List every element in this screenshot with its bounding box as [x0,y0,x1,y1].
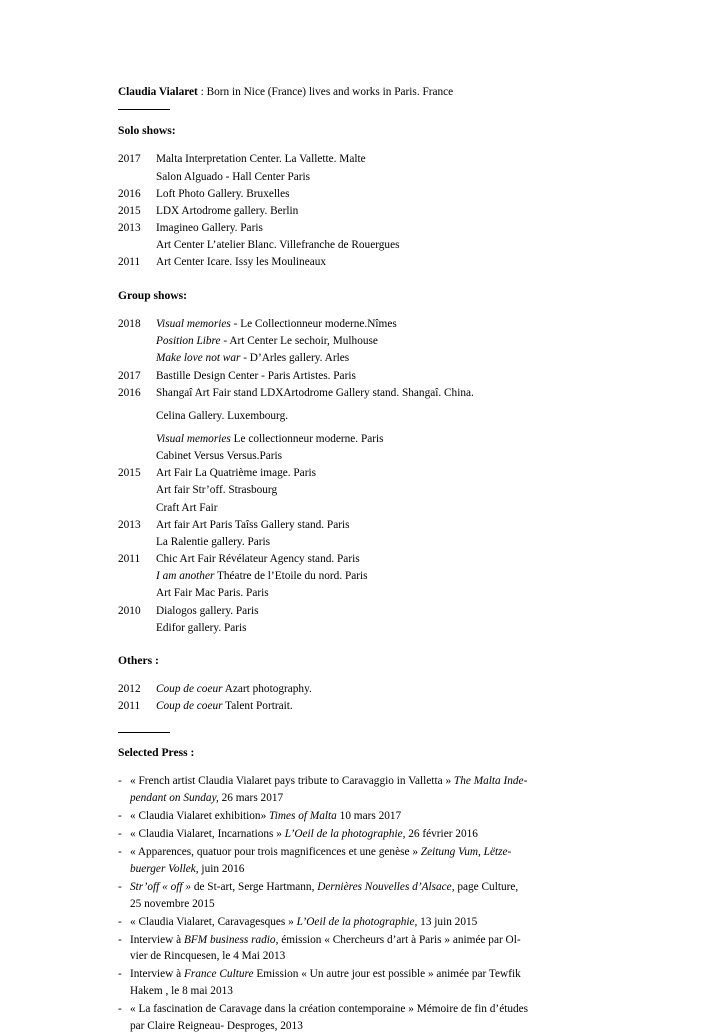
press-item [118,1001,606,1035]
group-show-entry [118,385,606,466]
other-entry [118,698,606,715]
press-text [130,966,606,1000]
bullet-dash-icon: - [118,880,122,893]
entry-line [156,203,606,220]
text-run: LDX Artodrome gallery. Berlin [156,204,299,217]
entry-line [156,603,606,620]
entry-line [156,681,606,698]
text-italic: buerger Vollek, [130,862,199,875]
text-run: Celina Gallery. Luxembourg. [156,409,289,422]
section-title-others: Others : [118,653,159,667]
press-text [130,826,606,843]
press-text [130,844,606,878]
entry-lines [156,517,606,551]
section-title-group-shows: Group shows: [118,288,188,302]
text-italic: Dernières Nouvelles d’Alsace, [317,880,455,893]
entry-year: 2016 [118,386,141,399]
press-text [130,1001,606,1035]
group-shows-list [118,316,606,637]
text-run: - D’Arles gallery. Arles [240,352,350,365]
text-run: Le collectionneur moderne. Paris [230,432,384,445]
group-show-entry [118,551,606,602]
entry-lines [156,603,606,637]
press-item [118,773,606,807]
solo-show-entry [118,254,606,271]
group-show-entry [118,517,606,551]
bullet-dash-icon: - [118,827,122,840]
text-run: Art fair Art Paris Taîss Gallery stand. Paris [156,518,350,531]
text-run: Bastille Design Center - Paris Artistes. Paris [156,369,356,382]
entry-lines [156,220,606,254]
bullet-dash-icon: - [118,775,122,788]
entry-lines [156,316,606,367]
group-show-entry [118,465,606,516]
text-run: juin 2016 [198,862,245,875]
text-italic: France Culture [183,968,254,981]
entry-line [156,500,606,517]
press-item [118,826,606,843]
text-run: « La fascination de Caravage dans la création contemporaine » Mémoire de fin d’études [130,1003,529,1016]
entry-line [156,517,606,534]
entry-lines [156,681,606,698]
text-italic: L’Oeil de la photographie, [284,827,406,840]
text-italic: BFM business radio [183,933,276,946]
entry-year: 2016 [118,187,141,200]
entry-line [156,169,606,186]
text-run: Malta Interpretation Center. La Vallette. Malte [156,153,366,166]
text-run: Hakem , le 8 mai 2013 [130,985,233,998]
text-run: « Apparences, quatuor pour trois magnificences et une genèse » [130,845,421,858]
entry-lines [156,254,606,271]
entry-lines [156,385,606,466]
text-run: vier de Rincquesen, le 4 Mai 2013 [130,950,286,963]
press-item [118,808,606,825]
text-run: 25 novembre 2015 [130,897,215,910]
entry-line [156,333,606,350]
text-run: « Claudia Vialaret exhibition» [130,809,270,822]
press-text [130,773,606,807]
entry-lines [156,186,606,203]
entry-year: 2017 [118,369,141,382]
solo-show-entry [118,186,606,203]
text-run: Shangaî Art Fair stand LDXArtodrome Gallery stand. Shangaî. China. [156,386,474,399]
entry-year: 2010 [118,604,141,617]
entry-line [156,385,606,402]
others-list [118,681,606,715]
entry-lines [156,465,606,516]
solo-show-entry [118,151,606,185]
press-text [130,808,606,825]
text-run: Art Center L’atelier Blanc. Villefranche de Rouergues [156,239,400,252]
text-run: Loft Photo Gallery. Bruxelles [156,187,290,200]
text-run: Art Fair Mac Paris. Paris [156,587,269,600]
group-show-entry [118,603,606,637]
entry-line [156,220,606,237]
text-run: 10 mars 2017 [336,809,402,822]
artist-header [118,84,606,100]
entry-line [156,316,606,333]
group-show-entry [118,316,606,367]
text-italic: Visual memories [156,318,231,331]
text-run: 26 février 2016 [405,827,478,840]
press-text [130,914,606,931]
press-text [130,879,606,913]
bullet-dash-icon: - [118,968,122,981]
entry-line [156,431,606,448]
text-run: Craft Art Fair [156,501,218,514]
entry-line [156,465,606,482]
text-run: 26 mars 2017 [218,792,284,804]
entry-year: 2011 [118,256,141,269]
text-run: Dialogos gallery. Paris [156,604,259,617]
text-italic: The Malta Inde [453,775,524,788]
entry-line [156,585,606,602]
text-italic: Position Libre [156,335,221,348]
press-item [118,966,606,1000]
entry-lines [156,203,606,220]
entry-line [156,448,606,465]
text-italic: I am another [156,570,215,583]
section-title-solo-shows: Solo shows: [118,124,176,138]
divider-top [118,109,170,110]
text-run: 13 juin 2015 [417,915,478,928]
text-run: Art Center Icare. Issy les Moulineaux [156,256,327,269]
text-run: - Le Collectionneur moderne.Nîmes [230,318,397,331]
group-show-entry [118,368,606,385]
entry-line [156,534,606,551]
text-italic: Times of Malta [269,809,337,822]
entry-lines [156,698,606,715]
text-run: Imagineo Gallery. Paris [156,222,263,235]
entry-lines [156,368,606,385]
cv-document [118,84,606,1035]
other-entry [118,681,606,698]
press-text [130,932,606,966]
bullet-dash-icon: - [118,1003,122,1016]
press-item [118,879,606,913]
entry-lines [156,151,606,185]
entry-line [156,350,606,367]
text-italic: Zeitung Vum, Lëtze- [420,845,512,858]
divider-bottom [118,732,170,733]
text-run: - Art Center Le sechoir, Mulhouse [220,335,378,348]
press-item [118,932,606,966]
text-run: , émission « Chercheurs d’art à Paris » animée par Ol- [275,933,521,946]
text-italic: pendant on Sunday, [130,792,219,804]
text-run: Théatre de l’Etoile du nord. Paris [214,570,368,583]
entry-line [156,620,606,637]
press-item [118,914,606,931]
selected-press-list [118,773,606,1035]
section-title-selected-press: Selected Press : [118,745,195,759]
text-run: de St-art, Serge Hartmann, [191,880,318,893]
entry-year: 2018 [118,318,141,331]
text-italic: Coup de coeur [156,700,223,713]
entry-line [156,368,606,385]
bullet-dash-icon: - [118,809,122,822]
text-italic: L’Oeil de la photographie, [296,915,418,928]
entry-year: 2012 [118,683,141,696]
entry-year: 2013 [118,222,141,235]
text-run: « Claudia Vialaret, Caravagesques » [130,915,297,928]
text-run: page Culture, [454,880,519,893]
entry-year: 2013 [118,518,141,531]
text-run: par Claire Reigneau- Desproges, 2013 [130,1020,303,1033]
text-run: Art Fair La Quatrième image. Paris [156,467,316,480]
entry-line [156,482,606,499]
text-run: Interview à [130,933,184,946]
solo-show-entry [118,203,606,220]
text-run: Interview à [130,968,184,981]
text-run: Art fair Str’off. Strasbourg [156,484,278,497]
entry-line [156,408,606,425]
entry-line [156,237,606,254]
artist-name: Claudia Vialaret [118,86,198,98]
bullet-dash-icon: - [118,845,122,858]
press-item [118,844,606,878]
bullet-dash-icon: - [118,933,122,946]
entry-year: 2017 [118,153,141,166]
entry-year: 2011 [118,553,141,566]
entry-line [156,151,606,168]
entry-line [156,254,606,271]
entry-year: 2015 [118,467,141,480]
artist-bio: : Born in Nice (France) lives and works in Paris. France [197,86,454,98]
entry-line [156,551,606,568]
bullet-dash-icon: - [118,915,122,928]
solo-show-entry [118,220,606,254]
entry-line [156,698,606,715]
solo-shows-list [118,151,606,271]
entry-year: 2011 [118,700,141,713]
text-run: La Ralentie gallery. Paris [156,535,271,548]
text-run: « Claudia Vialaret, Incarnations » [130,827,285,840]
text-italic: Make love not war [156,352,241,365]
text-run: « French artist Claudia Vialaret pays tribute to Caravaggio in Valletta » [130,775,454,788]
text-run: Emission « Un autre jour est possible » animée par Tewfik [253,968,521,981]
entry-line [156,568,606,585]
text-italic: Coup de coeur [156,683,223,696]
text-run: Cabinet Versus Versus.Paris [156,450,283,463]
text-run: - [523,775,528,788]
text-italic: Visual memories [156,432,231,445]
entry-lines [156,551,606,602]
text-run: Salon Alguado - Hall Center Paris [156,170,311,183]
text-run: Talent Portrait. [222,700,293,713]
entry-line [156,186,606,203]
text-run: Chic Art Fair Révélateur Agency stand. Paris [156,553,360,566]
entry-year: 2015 [118,204,141,217]
text-italic: Str’off « off » [130,880,191,893]
text-run: Edifor gallery. Paris [156,621,247,634]
text-run: Azart photography. [222,683,312,696]
